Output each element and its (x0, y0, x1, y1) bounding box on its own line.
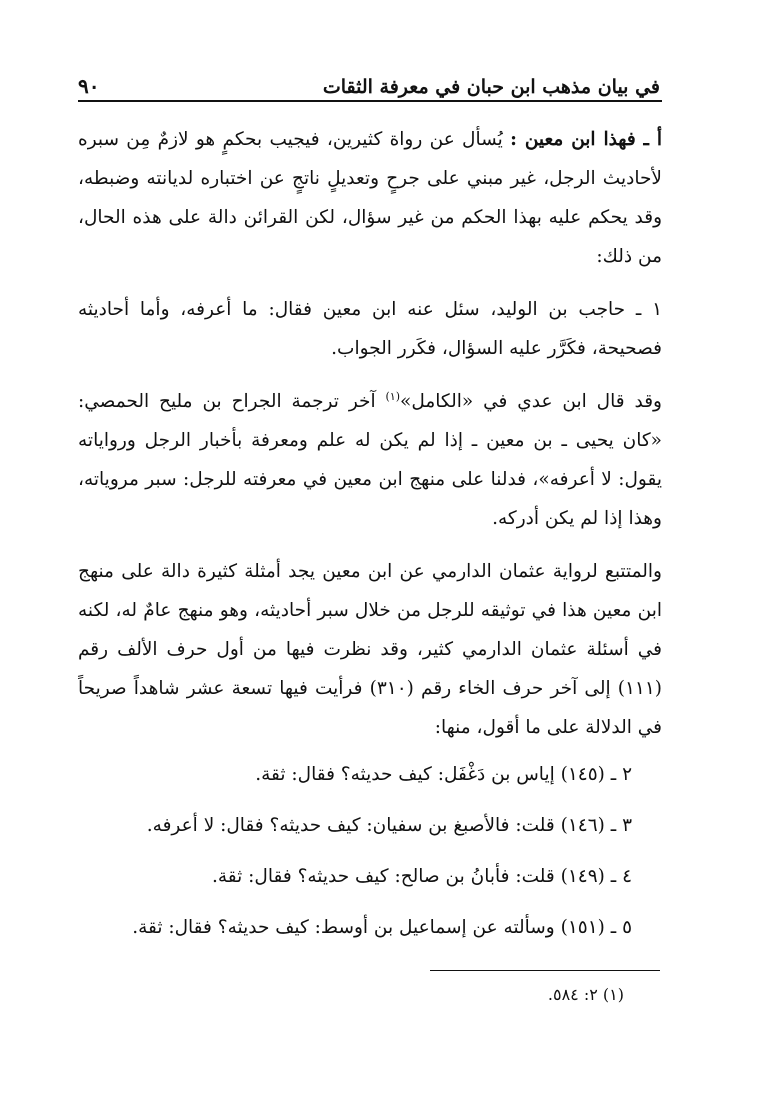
paragraph-3 (78, 382, 662, 538)
paragraph-4: والمتتبع لرواية عثمان الدارمي عن ابن معين يجد أمثلة كثيرة دالة على منهج ابن معين هذا في توثيقه للرجل من خلال سبر أحاديثه، وهو منهج عامٌ له، لكنه في أسئلة عثمان الدارمي كثير، وقد نظرت فيها من أول حرف الألف رقم (١١١) إلى آخر حرف الخاء رقم (٣١٠) فرأيت فيها تسعة عشر شاهداً صريحاً في الدلالة على ما أقول، منها: (78, 561, 662, 738)
examples-list (78, 755, 662, 947)
paragraph-1-text: يُسأل عن رواة كثيرين، فيجيب بحكمٍ هو لازمٌ مِن سبره لأحاديث الرجل، غير مبني على جرحٍ وتعديلٍ ناتجٍ عن اختباره لديانته وضبطه، وقد يحكم عليه بهذا الحكم من غير سؤال، لكن القرائن دالة على هذه الحال، من ذلك: (78, 129, 662, 267)
paragraph-1-lead: أ ـ فهذا ابن معين : (510, 129, 662, 150)
page-header (78, 58, 660, 98)
page-number: ٩٠ (78, 74, 100, 98)
footnote-rule (430, 970, 660, 971)
list-item: ٣ ـ (١٤٦) قلت: فالأصبغ بن سفيان: كيف حديثه؟ فقال: لا أعرفه. (146, 815, 632, 836)
footnote: (١) ٢: ٥٨٤. (547, 985, 624, 1004)
paragraph-3-end: آخر ترجمة الجراح بن مليح الحمصي: «كان يحيى ـ بن معين ـ إذا لم يكن له علم ومعرفة بأخبار الرجل ورواياته يقول: لا أعرفه»، فدلنا على منهج ابن معين في معرفته للرجل: سبر مروياته، وهذا إذا لم يكن أدركه. (78, 391, 662, 529)
paragraph-2: ١ ـ حاجب بن الوليد، سئل عنه ابن معين فقال: ما أعرفه، وأما أحاديثه فصحيحة، فكَرَّر عليه السؤال، فكَرر الجواب. (78, 299, 662, 359)
paragraph-1 (78, 120, 662, 276)
page-body (78, 120, 662, 959)
footnote-reference: (١) (385, 389, 401, 403)
header-rule (78, 100, 662, 102)
paragraph-3-start: وقد قال ابن عدي في «الكامل» (400, 391, 662, 412)
list-item: ٥ ـ (١٥١) وسألته عن إسماعيل بن أوسط: كيف حديثه؟ فقال: ثقة. (132, 917, 632, 938)
list-item: ٢ ـ (١٤٥) إياس بن دَغْفَل: كيف حديثه؟ فقال: ثقة. (255, 764, 632, 785)
running-title: في بيان مذهب ابن حبان في معرفة الثقات (322, 76, 660, 98)
list-item: ٤ ـ (١٤٩) قلت: فأبانُ بن صالح: كيف حديثه؟ فقال: ثقة. (211, 866, 632, 887)
